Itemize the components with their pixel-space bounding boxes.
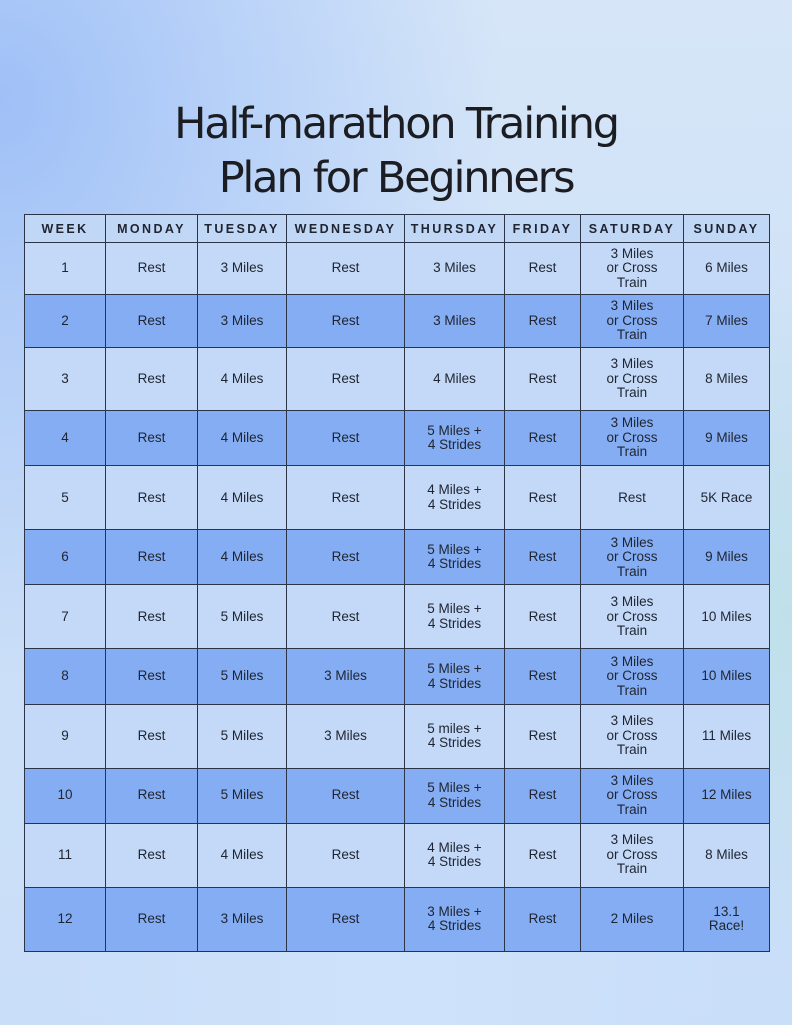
cell-week: 6 [25,530,106,585]
column-header-sunday: SUNDAY [684,215,770,243]
cell-sunday [684,768,770,823]
cell-text-line: 3 Miles [433,260,476,276]
cell-text-line: 3 Miles [610,534,654,550]
cell-text-line: Train [616,563,648,579]
cell-thursday [405,585,505,649]
cell-sunday [684,295,770,348]
cell-text-line: 3 Miles [610,772,654,788]
cell-text-line: 3 Miles [433,312,476,328]
cell-wednesday: Rest [287,295,405,348]
cell-week: 2 [25,295,106,348]
cell-text-line: 2 Miles [610,911,654,927]
cell-wednesday: Rest [287,411,405,466]
cell-wednesday: 3 Miles [287,704,405,768]
cell-friday: Rest [505,649,581,704]
cell-thursday [405,411,505,466]
cell-monday: Rest [106,704,198,768]
cell-thursday [405,466,505,530]
cell-saturday [581,295,684,348]
cell-sunday [684,823,770,887]
cell-week: 5 [25,466,106,530]
cell-week: 8 [25,649,106,704]
cell-text-line: 6 Miles [705,260,748,276]
cell-text-line: Train [616,385,648,401]
cell-text-line: 5 Miles + [427,541,482,557]
cell-text-line: 10 Miles [701,668,752,684]
cell-week: 12 [25,887,106,951]
table-body [25,243,770,952]
cell-text-line: 12 Miles [701,787,752,803]
cell-thursday [405,768,505,823]
cell-friday: Rest [505,466,581,530]
cell-friday: Rest [505,530,581,585]
cell-monday: Rest [106,348,198,411]
table-row [25,768,770,823]
cell-friday: Rest [505,295,581,348]
table-row [25,823,770,887]
cell-wednesday: Rest [287,348,405,411]
cell-text-line: Train [616,861,648,877]
cell-wednesday: Rest [287,585,405,649]
cell-monday: Rest [106,295,198,348]
training-plan-table [24,214,770,952]
cell-text-line: 3 Miles + [427,903,482,919]
cell-week: 3 [25,348,106,411]
cell-text-line: 4 Miles + [427,482,482,498]
cell-thursday [405,348,505,411]
cell-saturday [581,649,684,704]
cell-week: 7 [25,585,106,649]
column-header-saturday: SATURDAY [581,215,684,243]
cell-text-line: Rest [618,489,646,505]
cell-wednesday: Rest [287,243,405,295]
cell-sunday [684,704,770,768]
cell-text-line: Train [616,801,648,817]
cell-thursday [405,243,505,295]
cell-tuesday: 5 Miles [198,585,287,649]
cell-week: 4 [25,411,106,466]
cell-friday: Rest [505,411,581,466]
column-header-friday: FRIDAY [505,215,581,243]
cell-tuesday: 4 Miles [198,823,287,887]
cell-text-line: 5K Race [700,489,753,505]
cell-friday: Rest [505,823,581,887]
cell-monday: Rest [106,243,198,295]
cell-tuesday: 3 Miles [198,887,287,951]
cell-text-line: Train [616,623,648,639]
column-header-wednesday: WEDNESDAY [287,215,405,243]
cell-saturday [581,585,684,649]
cell-text-line: or Cross [606,312,658,328]
cell-text-line: 3 Miles [610,245,654,261]
cell-friday: Rest [505,243,581,295]
cell-week: 1 [25,243,106,295]
cell-sunday [684,411,770,466]
table-row [25,649,770,704]
cell-text-line: 10 Miles [701,608,752,624]
cell-saturday [581,704,684,768]
cell-wednesday: Rest [287,887,405,951]
cell-text-line: 5 Miles + [427,601,482,617]
cell-text-line: or Cross [606,727,658,743]
cell-text-line: Train [616,742,648,758]
table-row [25,530,770,585]
cell-text-line: 4 Strides [427,437,482,453]
cell-thursday [405,823,505,887]
cell-text-line: 3 Miles [610,415,654,431]
table-row [25,411,770,466]
cell-text-line: Race! [708,918,745,934]
cell-text-line: or Cross [606,260,658,276]
cell-text-line: 4 Strides [427,556,482,572]
cell-text-line: 4 Strides [427,854,482,870]
cell-text-line: 4 Strides [427,918,482,934]
cell-week: 10 [25,768,106,823]
column-header-thursday: THURSDAY [405,215,505,243]
cell-text-line: Train [616,327,648,343]
cell-text-line: 3 Miles [610,832,654,848]
cell-text-line: 4 Miles + [427,839,482,855]
cell-sunday [684,530,770,585]
cell-friday: Rest [505,348,581,411]
cell-text-line: or Cross [606,429,658,445]
cell-text-line: 3 Miles [610,653,654,669]
cell-saturday [581,348,684,411]
cell-text-line: 5 Miles + [427,422,482,438]
cell-text-line: or Cross [606,608,658,624]
cell-thursday [405,649,505,704]
cell-text-line: 3 Miles [610,356,654,372]
cell-text-line: 4 Strides [427,496,482,512]
table-row [25,295,770,348]
header-row [25,215,770,243]
cell-monday: Rest [106,530,198,585]
cell-text-line: 4 Strides [427,794,482,810]
cell-week: 9 [25,704,106,768]
cell-saturday [581,411,684,466]
cell-text-line: 9 Miles [705,549,748,565]
cell-tuesday: 3 Miles [198,243,287,295]
cell-tuesday: 4 Miles [198,411,287,466]
cell-text-line: Train [616,274,648,290]
cell-text-line: 9 Miles [705,429,748,445]
cell-tuesday: 3 Miles [198,295,287,348]
cell-sunday [684,243,770,295]
cell-monday: Rest [106,768,198,823]
table-row [25,704,770,768]
cell-text-line: 4 Strides [427,735,482,751]
cell-text-line: or Cross [606,370,658,386]
cell-sunday [684,649,770,704]
title-line-1: Half-marathon Training [174,98,618,149]
table-row [25,466,770,530]
cell-saturday [581,768,684,823]
cell-sunday [684,887,770,951]
cell-text-line: 3 Miles [610,298,654,314]
cell-text-line: or Cross [606,549,658,565]
cell-monday: Rest [106,887,198,951]
cell-week: 11 [25,823,106,887]
cell-friday: Rest [505,887,581,951]
cell-text-line: 13.1 [713,903,740,919]
column-header-week: WEEK [25,215,106,243]
cell-thursday [405,704,505,768]
cell-friday: Rest [505,768,581,823]
cell-thursday [405,887,505,951]
cell-text-line: 8 Miles [705,370,748,386]
cell-tuesday: 4 Miles [198,530,287,585]
cell-sunday [684,466,770,530]
cell-text-line: 5 miles + [427,720,482,736]
cell-text-line: or Cross [606,787,658,803]
cell-monday: Rest [106,823,198,887]
table-row [25,348,770,411]
cell-thursday [405,530,505,585]
cell-saturday [581,823,684,887]
cell-tuesday: 4 Miles [198,348,287,411]
cell-text-line: 4 Strides [427,675,482,691]
cell-saturday [581,466,684,530]
table-row [25,243,770,295]
cell-text-line: or Cross [606,846,658,862]
cell-sunday [684,585,770,649]
cell-tuesday: 4 Miles [198,466,287,530]
cell-saturday [581,243,684,295]
page-title [0,97,792,205]
cell-text-line: 3 Miles [610,713,654,729]
cell-text-line: 8 Miles [705,846,748,862]
cell-tuesday: 5 Miles [198,768,287,823]
cell-tuesday: 5 Miles [198,704,287,768]
cell-tuesday: 5 Miles [198,649,287,704]
cell-monday: Rest [106,649,198,704]
cell-text-line: 7 Miles [705,312,748,328]
cell-saturday [581,887,684,951]
column-header-tuesday: TUESDAY [198,215,287,243]
cell-text-line: 5 Miles + [427,780,482,796]
cell-text-line: 4 Strides [427,615,482,631]
cell-wednesday: Rest [287,466,405,530]
table-row [25,887,770,951]
cell-friday: Rest [505,704,581,768]
cell-text-line: or Cross [606,668,658,684]
table-row [25,585,770,649]
cell-text-line: Train [616,444,648,460]
cell-text-line: 3 Miles [610,594,654,610]
cell-wednesday: Rest [287,768,405,823]
cell-text-line: 11 Miles [701,727,752,743]
cell-sunday [684,348,770,411]
cell-saturday [581,530,684,585]
cell-wednesday: Rest [287,823,405,887]
cell-thursday [405,295,505,348]
column-header-monday: MONDAY [106,215,198,243]
cell-wednesday: 3 Miles [287,649,405,704]
cell-monday: Rest [106,585,198,649]
cell-monday: Rest [106,466,198,530]
cell-wednesday: Rest [287,530,405,585]
cell-friday: Rest [505,585,581,649]
cell-text-line: 5 Miles + [427,661,482,677]
cell-text-line: Train [616,682,648,698]
title-line-2: Plan for Beginners [218,152,574,203]
cell-text-line: 4 Miles [433,370,476,386]
cell-monday: Rest [106,411,198,466]
